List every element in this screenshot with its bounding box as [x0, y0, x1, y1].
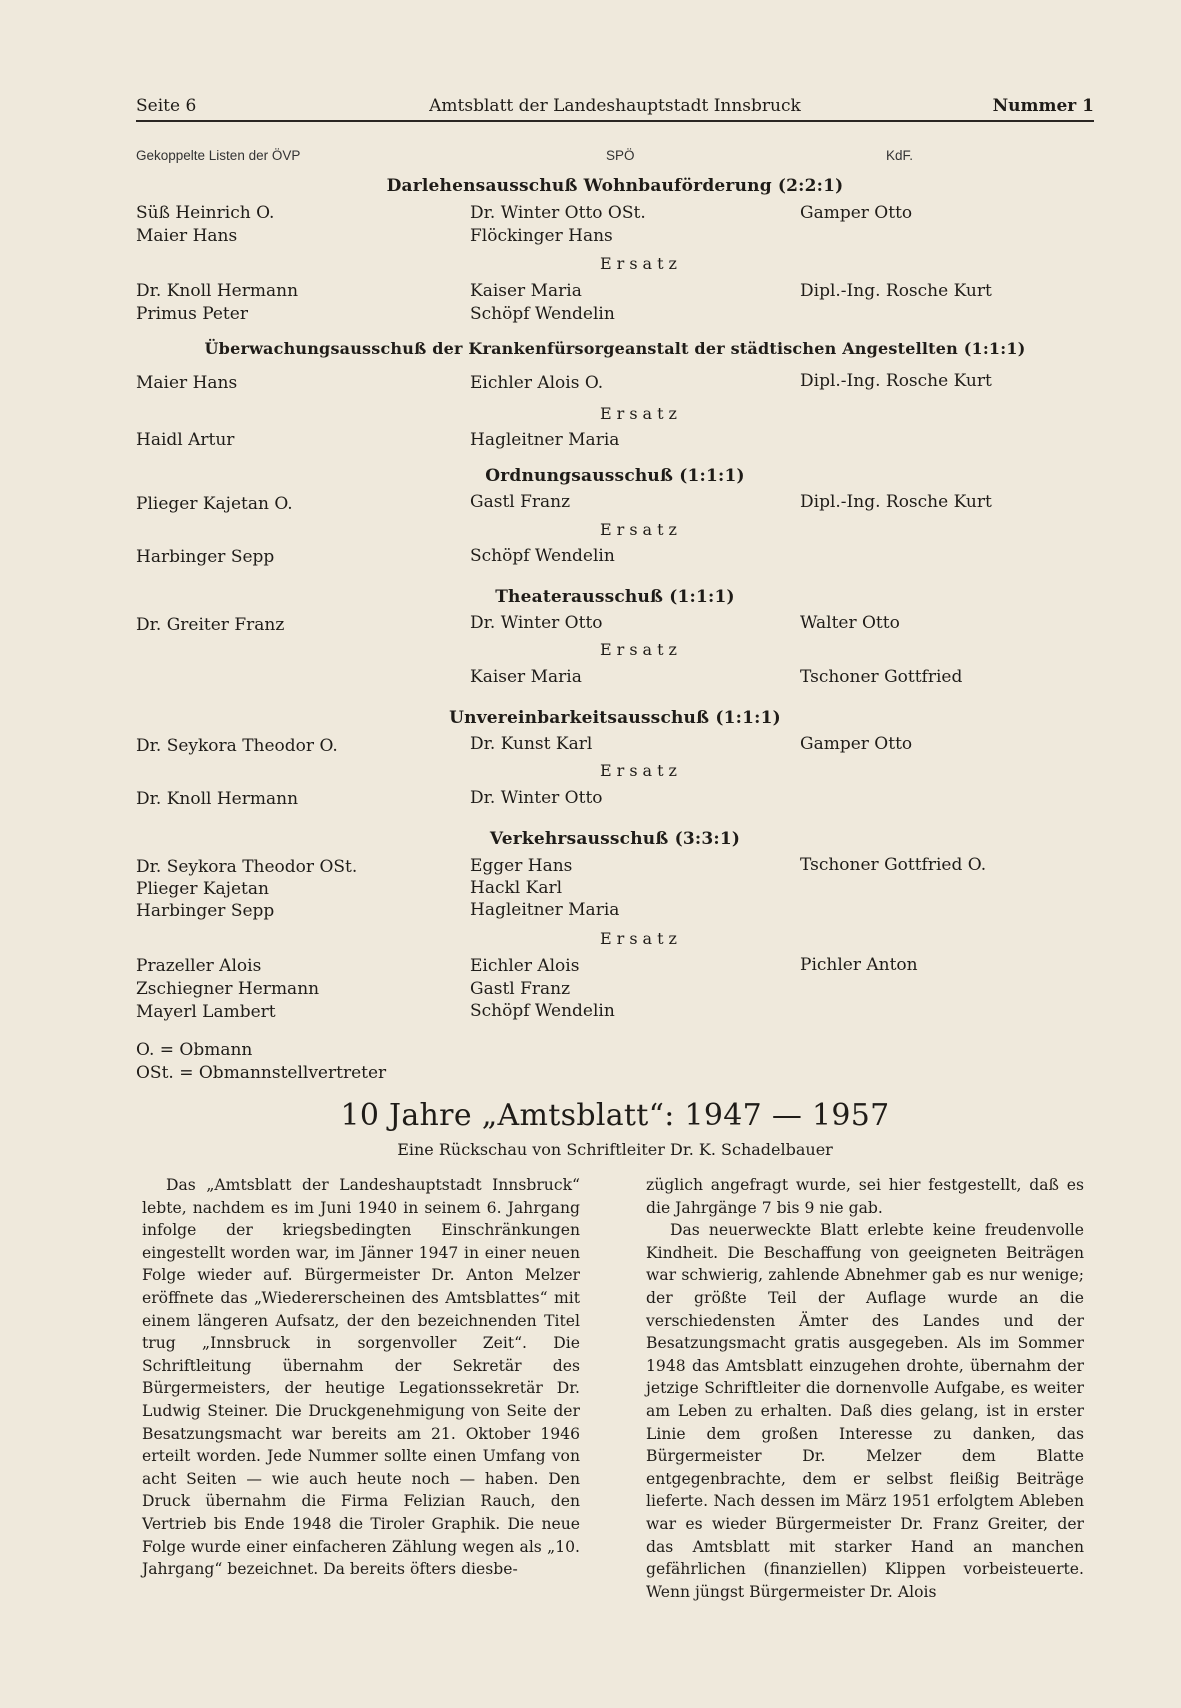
article-title: 10 Jahre „Amtsblatt“: 1947 — 1957 — [340, 1098, 890, 1133]
member-name: Pichler Anton — [800, 955, 918, 975]
member-name: Harbinger Sepp — [136, 901, 275, 921]
member-name: Maier Hans — [136, 226, 238, 246]
list-header-kdf: KdF. — [886, 148, 914, 163]
member-name: Eichler Alois — [470, 956, 580, 976]
member-name: Prazeller Alois — [136, 956, 262, 976]
member-name: Dr. Knoll Hermann — [136, 789, 299, 809]
article-paragraph: Das „Amtsblatt der Landeshauptstadt Innsbruck“ lebte, nachdem es im Juni 1940 in seinem 6. Jahrgang infolge der kriegsbedingten Einschränkungen eingestellt worden war, im Jänner 1947 in einer neuen Folge wieder auf. Bürgermeister Dr. Anton Melzer eröffnete das „Wiedererscheinen des Amtsblattes“ mit einem längeren Aufsatz, der den bezeichnenden Titel trug „Innsbruck in sorgenvoller Zeit“. Die Schriftleitung übernahm der Sekretär des Bürgermeisters, der heutige Legationssekretär Dr. Ludwig Steiner. Die Druckgenehmigung von Seite der Besatzungsmacht war bereits am 21. Oktober 1946 erteilt worden. Jede Nummer sollte einen Umfang von acht Seiten — wie auch heute noch — haben. Den Druck übernahm die Firma Felizian Rauch, den Vertrieb bis Ende 1948 die Tiroler Graphik. Die neue Folge wurde einer einfacheren Zählung wegen als „10. Jahrgang“ bezeichnet. Da bereits öfters diesbe- — [142, 1176, 580, 1579]
member-name: Dr. Winter Otto — [470, 613, 603, 633]
member-name: Dr. Winter Otto OSt. — [470, 203, 646, 223]
legend-obmannstellvertreter: OSt. = Obmannstellvertreter — [136, 1063, 387, 1083]
committee-title: Unvereinbarkeitsausschuß (1:1:1) — [449, 708, 781, 728]
member-name: Dipl.-Ing. Rosche Kurt — [800, 281, 992, 301]
page-number: Seite 6 — [136, 96, 197, 116]
issue-number: Nummer 1 — [992, 96, 1094, 116]
member-name: Kaiser Maria — [470, 667, 582, 687]
member-name: Dipl.-Ing. Rosche Kurt — [800, 371, 992, 391]
member-name: Tschoner Gottfried O. — [800, 855, 987, 875]
member-name: Harbinger Sepp — [136, 547, 275, 567]
member-name: Dr. Greiter Franz — [136, 615, 285, 635]
member-name: Hackl Karl — [470, 878, 563, 898]
member-name: Eichler Alois O. — [470, 373, 604, 393]
ersatz-label: Ersatz — [600, 929, 682, 948]
ersatz-label: Ersatz — [600, 761, 682, 780]
ersatz-label: Ersatz — [600, 254, 682, 273]
member-name: Dr. Knoll Hermann — [136, 281, 299, 301]
ersatz-label: Ersatz — [600, 404, 682, 423]
member-name: Dipl.-Ing. Rosche Kurt — [800, 492, 992, 512]
member-name: Egger Hans — [470, 856, 573, 876]
article-paragraph: züglich angefragt wurde, sei hier festgestellt, daß es die Jahrgänge 7 bis 9 nie gab. — [646, 1176, 1084, 1217]
member-name: Hagleitner Maria — [470, 430, 620, 450]
member-name: Haidl Artur — [136, 430, 235, 450]
page-header — [136, 96, 1094, 122]
member-name: Plieger Kajetan — [136, 879, 269, 899]
member-name: Dr. Seykora Theodor OSt. — [136, 857, 358, 877]
article-column-right — [646, 1174, 1084, 1603]
member-name: Schöpf Wendelin — [470, 1001, 615, 1021]
committee-title: Darlehensausschuß Wohnbauförderung (2:2:1) — [386, 176, 844, 196]
member-name: Schöpf Wendelin — [470, 304, 615, 324]
publication-title: Amtsblatt der Landeshauptstadt Innsbruck — [429, 96, 801, 116]
member-name: Schöpf Wendelin — [470, 546, 615, 566]
member-name: Gastl Franz — [470, 979, 571, 999]
member-name: Dr. Winter Otto — [470, 788, 603, 808]
committee-title: Theaterausschuß (1:1:1) — [495, 587, 735, 607]
committee-title: Verkehrsausschuß (3:3:1) — [489, 829, 741, 849]
member-name: Süß Heinrich O. — [136, 203, 275, 223]
member-name: Mayerl Lambert — [136, 1002, 276, 1022]
list-header-oevp: Gekoppelte Listen der ÖVP — [136, 148, 301, 163]
article-column-left — [142, 1174, 580, 1581]
committee-title: Ordnungsausschuß (1:1:1) — [485, 466, 745, 486]
committee-title: Überwachungsausschuß der Krankenfürsorgeanstalt der städtischen Angestellten (1:1:1) — [204, 339, 1026, 358]
article-subtitle: Eine Rückschau von Schriftleiter Dr. K. Schadelbauer — [397, 1140, 833, 1159]
member-name: Primus Peter — [136, 304, 248, 324]
member-name: Flöckinger Hans — [470, 226, 613, 246]
ersatz-label: Ersatz — [600, 640, 682, 659]
member-name: Maier Hans — [136, 373, 238, 393]
member-name: Walter Otto — [800, 613, 900, 633]
member-name: Tschoner Gottfried — [800, 667, 963, 687]
member-name: Gamper Otto — [800, 734, 913, 754]
member-name: Hagleitner Maria — [470, 900, 620, 920]
member-name: Kaiser Maria — [470, 281, 582, 301]
member-name: Dr. Seykora Theodor O. — [136, 736, 338, 756]
member-name: Plieger Kajetan O. — [136, 494, 293, 514]
member-name: Zschiegner Hermann — [136, 979, 320, 999]
member-name: Gastl Franz — [470, 492, 571, 512]
article-paragraph: Das neuerweckte Blatt erlebte keine freudenvolle Kindheit. Die Beschaffung von geeigneten Beiträgen war schwierig, zahlende Abnehmer gab es nur wenige; der größte Teil der Auflage wurde an die verschiedensten Ämter des Landes und der Besatzungsmacht gratis ausgegeben. Als im Sommer 1948 das Amtsblatt einzugehen drohte, übernahm der jetzige Schriftleiter die dornenvolle Aufgabe, es weiter am Leben zu erhalten. Daß dies gelang, ist in erster Linie dem großen Interesse zu danken, das Bürgermeister Dr. Melzer dem Blatte entgegenbrachte, dem er selbst fleißig Beiträge lieferte. Nach dessen im März 1951 erfolgtem Ableben war es wieder Bürgermeister Dr. Franz Greiter, der das Amtsblatt mit starker Hand an manchen gefährlichen (finanziellen) Klippen vorbeisteuerte. Wenn jüngst Bürgermeister Dr. Alois — [646, 1221, 1084, 1601]
member-name: Dr. Kunst Karl — [470, 734, 593, 754]
ersatz-label: Ersatz — [600, 520, 682, 539]
legend-obmann: O. = Obmann — [136, 1040, 253, 1060]
list-header-spoe: SPÖ — [606, 148, 635, 163]
member-name: Gamper Otto — [800, 203, 913, 223]
